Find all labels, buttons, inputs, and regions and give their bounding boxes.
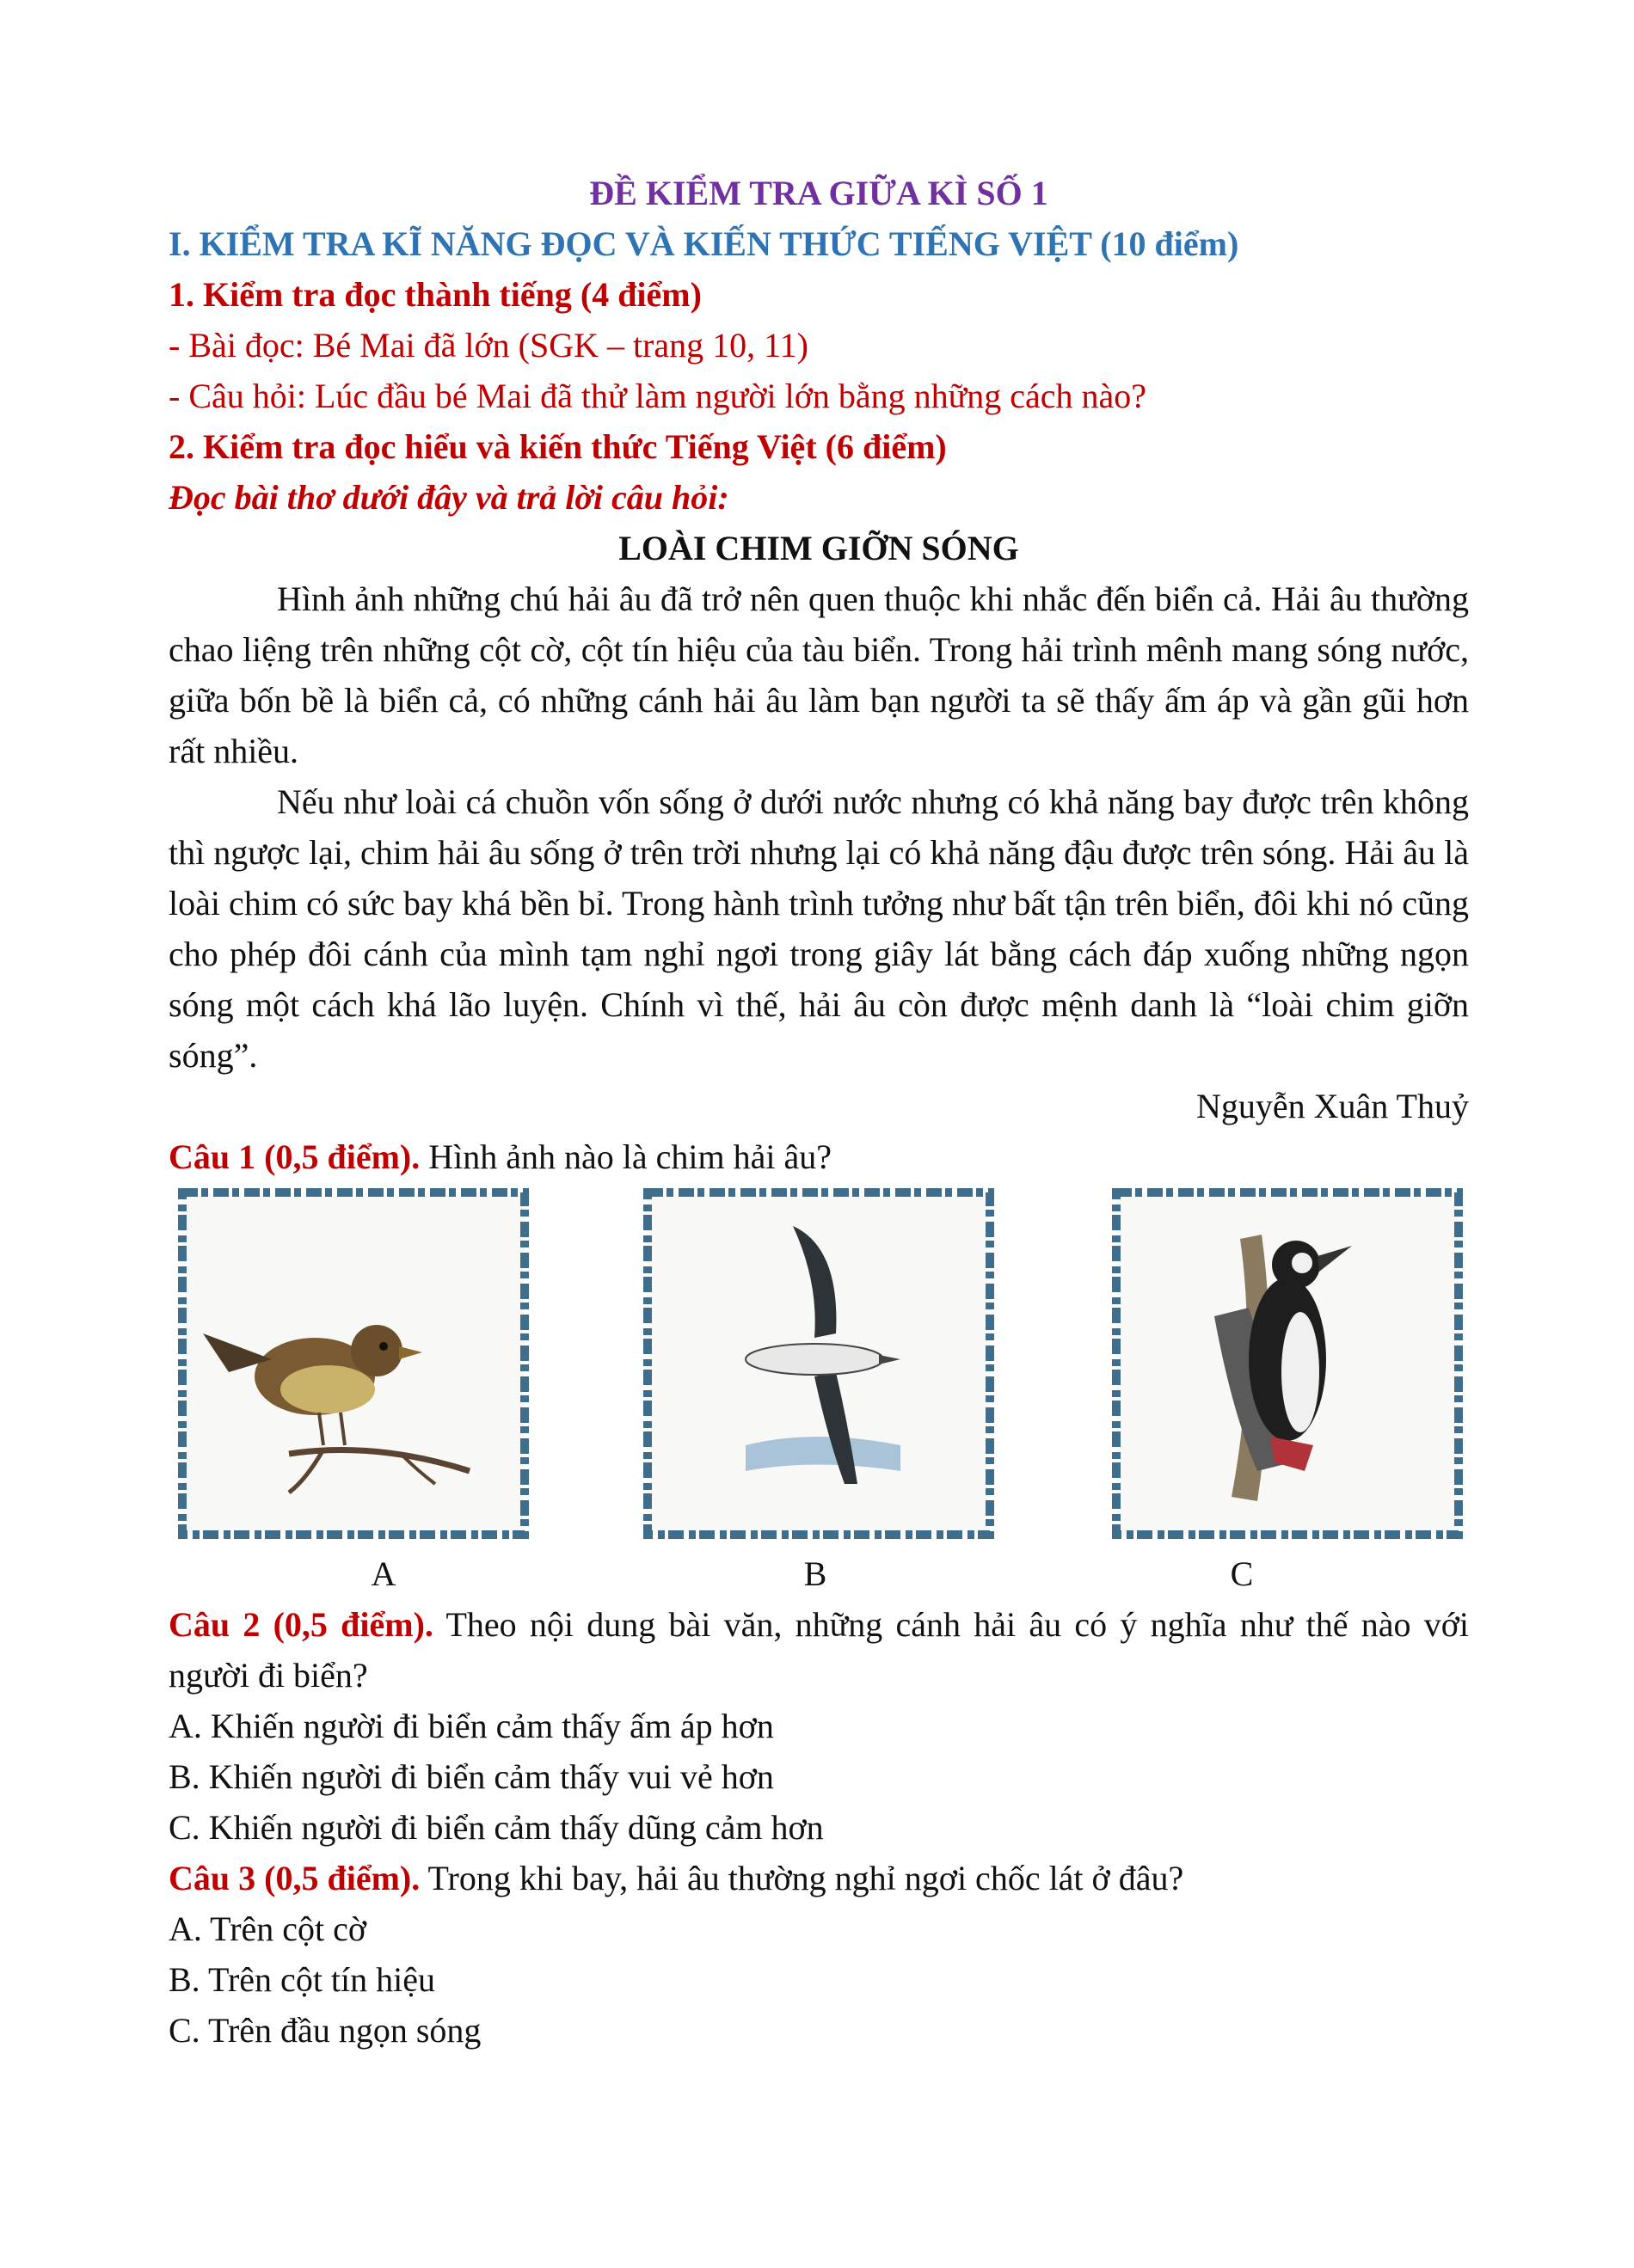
exam-title: ĐỀ KIỂM TRA GIỮA KÌ SỐ 1 bbox=[589, 174, 1048, 212]
picture-label-b: B bbox=[803, 1554, 827, 1593]
story-author: Nguyễn Xuân Thuỷ bbox=[1196, 1087, 1469, 1125]
bird-woodpecker-image bbox=[1111, 1187, 1464, 1540]
picture-label-c: C bbox=[1230, 1554, 1254, 1593]
question-2 bbox=[169, 1599, 1469, 1701]
part2-instruction: Đọc bài thơ dưới đây và trả lời câu hỏi: bbox=[169, 478, 729, 517]
question-3-text: Trong khi bay, hải âu thường nghỉ ngơi chốc lát ở đâu? bbox=[420, 1859, 1184, 1897]
question-3-option-b: B. Trên cột tín hiệu bbox=[169, 1960, 436, 1999]
story-paragraph-1: Hình ảnh những chú hải âu đã trở nên quen thuộc khi nhắc đến biển cả. Hải âu thường chao liệng trên những cột cờ, cột tín hiệu của tàu biển. Trong hải trình mênh mang sóng nước, giữa bốn bề là biển cả, có những cánh hải âu làm bạn người ta sẽ thấy ấm áp và gần gũi hơn rất nhiều. bbox=[169, 579, 1469, 770]
question-2-label: Câu 2 (0,5 điểm). bbox=[169, 1605, 433, 1644]
part2-heading: 2. Kiểm tra đọc hiểu và kiến thức Tiếng Việt (6 điểm) bbox=[169, 427, 947, 466]
part1-reading: - Bài đọc: Bé Mai đã lớn (SGK – trang 10, 11) bbox=[169, 326, 808, 365]
question-2-option-a: A. Khiến người đi biển cảm thấy ấm áp hơn bbox=[169, 1707, 774, 1745]
part1-heading: 1. Kiểm tra đọc thành tiếng (4 điểm) bbox=[169, 275, 702, 314]
story-paragraph-2: Nếu như loài cá chuồn vốn sống ở dưới nước nhưng có khả năng bay được trên không thì ngược lại, chim hải âu sống ở trên trời nhưng lại có khả năng đậu được trên sóng. Hải âu là loài chim có sức bay khá bền bỉ. Trong hành trình tưởng như bất tận trên biển, đôi khi nó cũng cho phép đôi cánh của mình tạm nghỉ ngơi trong giây lát bằng cách đáp xuống những ngọn sóng một cách khá lão luyện. Chính vì thế, hải âu còn được mệnh danh là “loài chim giỡn sóng”. bbox=[169, 782, 1469, 1075]
question-2-option-c: C. Khiến người đi biển cảm thấy dũng cảm hơn bbox=[169, 1808, 824, 1847]
question-3 bbox=[169, 1853, 1469, 1903]
question-2-option-b: B. Khiến người đi biển cảm thấy vui vẻ hơn bbox=[169, 1757, 774, 1796]
picture-label-a: A bbox=[371, 1554, 396, 1593]
part1-question: - Câu hỏi: Lúc đầu bé Mai đã thử làm người lớn bằng những cách nào? bbox=[169, 377, 1147, 415]
picture-labels bbox=[169, 1548, 1469, 1599]
bird-pictures bbox=[169, 1187, 1469, 1548]
bird-seagull-image bbox=[642, 1187, 995, 1540]
question-3-label: Câu 3 (0,5 điểm). bbox=[169, 1859, 421, 1897]
question-1-label: Câu 1 (0,5 điểm). bbox=[169, 1137, 421, 1176]
question-3-option-c: C. Trên đầu ngọn sóng bbox=[169, 2011, 482, 2050]
question-1-text: Hình ảnh nào là chim hải âu? bbox=[420, 1137, 832, 1176]
question-1 bbox=[169, 1131, 1469, 1182]
question-3-option-a: A. Trên cột cờ bbox=[169, 1909, 367, 1948]
bird-sparrow-image bbox=[177, 1187, 530, 1540]
exam-page bbox=[169, 168, 1469, 2056]
section-heading: I. KIỂM TRA KĨ NĂNG ĐỌC VÀ KIẾN THỨC TIẾNG VIỆT (10 điểm) bbox=[169, 224, 1239, 263]
story-title: LOÀI CHIM GIỠN SÓNG bbox=[618, 529, 1019, 567]
question-2-text: Theo nội dung bài văn, những cánh hải âu có ý nghĩa như thế nào với người đi biển? bbox=[169, 1605, 1469, 1695]
